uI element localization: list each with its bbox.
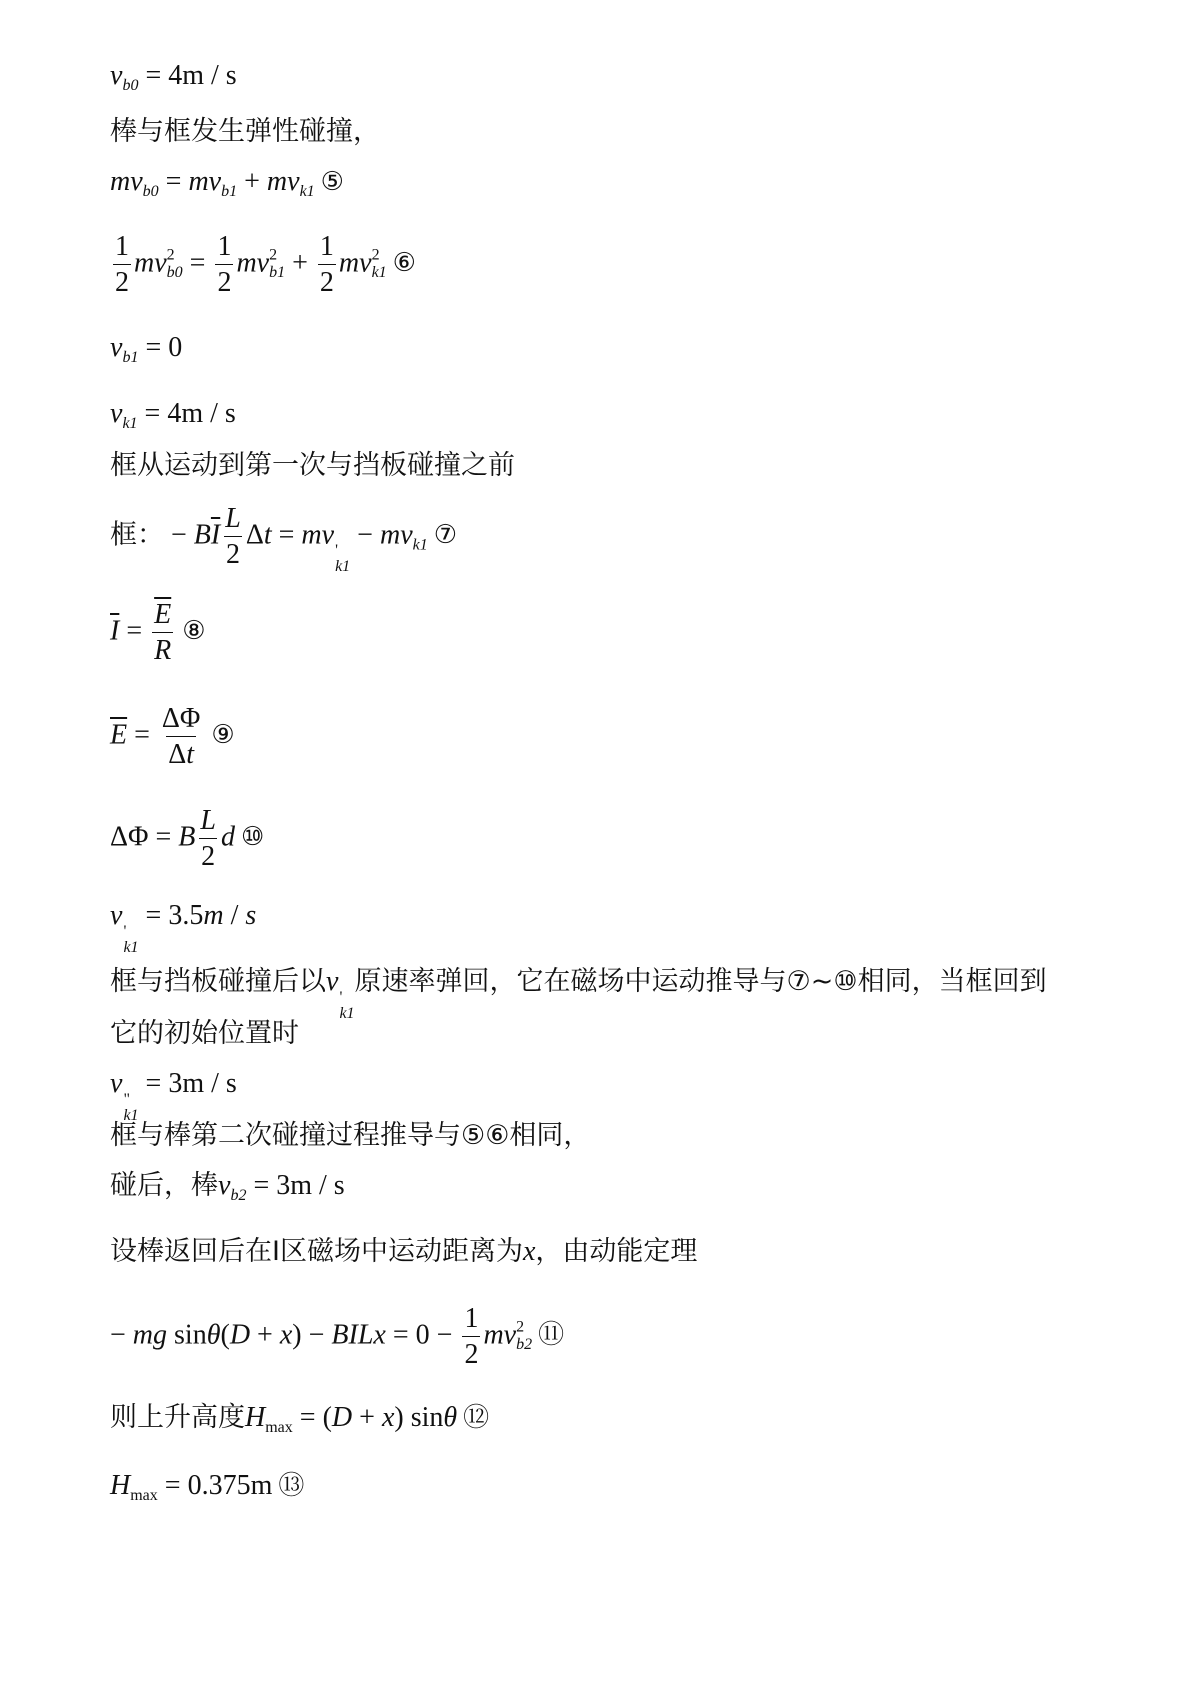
rebound-text-2: 原速率弹回，它在磁场中运动推导与⑦~⑩相同，当框回到 <box>354 966 1047 997</box>
vb0-value: = 4m / s <box>145 60 237 91</box>
eq-vb1: $v_{b1} = 0$ <box>110 332 183 366</box>
eq10-label: ⑩ <box>240 822 265 853</box>
vb1-value: = 0 <box>145 332 183 363</box>
height-text: 则上升高度 <box>110 1402 245 1433</box>
eq-9: $\overline{E}$ = $\frac{\Delta\Phi}{\Delta t}$ ⑨ <box>110 703 235 771</box>
eq-5: $mv_{b0} = mv_{b1} + mv_{k1}$ ⑤ <box>110 166 344 200</box>
after-collision: 碰后，棒$v_{b2} = 3m / s$ <box>110 1170 345 1204</box>
eq9-label: ⑨ <box>211 720 235 751</box>
eq-vk1: $v_{k1} = 4m / s$ <box>110 398 236 432</box>
eq-8: $\overline{I}$ = $\frac{\overline{E}}{R}$ ⑧ <box>110 599 206 667</box>
eq12-label: ⑫ <box>463 1403 490 1433</box>
eq5-label: ⑤ <box>320 167 344 197</box>
vk1-prime-value: = 3.5 <box>145 900 204 931</box>
vk1-dprime-value: = 3m / s <box>145 1068 237 1099</box>
rebound-text-1: 框与挡板碰撞后以 <box>110 966 326 997</box>
after-collision-text: 碰后，棒 <box>110 1170 218 1201</box>
eq13-label: ⑬ <box>278 1471 305 1501</box>
distance-text-1: 设棒返回后在Ⅰ区磁场中运动距离为 <box>110 1236 523 1267</box>
eq-vk1-dprime: v " k1 = 3m / s <box>110 1068 237 1124</box>
eq-vk1-prime: v ' k1 = 3.5m / s <box>110 900 257 956</box>
eq6-label: ⑥ <box>392 248 416 279</box>
second-collision-desc: 框与棒第二次碰撞过程推导与⑤⑥相同， <box>110 1120 591 1151</box>
eq7-label: ⑦ <box>433 520 458 551</box>
eq8-label: ⑧ <box>182 616 206 647</box>
eq11-label: ⑪ <box>538 1320 565 1351</box>
vk1-value: = 4m / s <box>144 398 236 429</box>
frame-label: 框： <box>110 519 164 551</box>
motion-desc: 框从运动到第一次与挡板碰撞之前 <box>110 450 515 481</box>
eq-7: 框： − $B\overline{I}$ $\frac{L}{2}$ Δt = mv ' k1 − $mv_{k1}$ ⑦ <box>110 503 458 576</box>
rebound-desc: 框与挡板碰撞后以v ' k1 原速率弹回，它在磁场中运动推导与⑦~⑩相同，当框回到 <box>110 966 1047 1022</box>
rebound-desc-cont: 它的初始位置时 <box>110 1018 299 1049</box>
vb2-value: = 3m / s <box>253 1170 345 1201</box>
distance-desc: 设棒返回后在Ⅰ区磁场中运动距离为x，由动能定理 <box>110 1236 698 1267</box>
collision-desc: 棒与框发生弹性碰撞， <box>110 116 380 147</box>
eq-vb0: $v_{b0} = 4m / s$ <box>110 60 237 94</box>
eq-11: − mg sinθ(D + x) − BILx = 0 − $\frac{1}{2}$ $mv^2_{b2}$ ⑪ <box>110 1303 565 1371</box>
eq-10: ΔΦ = B $\frac{L}{2}$ d ⑩ <box>110 805 265 873</box>
eq-6: $\frac{1}{2}$ $mv^2_{b0}$ = $\frac{1}{2}$ $mv^2_{b1}$ + $\frac{1}{2}$ $mv^2_{k1}$ ⑥ <box>115 231 416 299</box>
hmax-value: = 0.375m <box>164 1470 273 1501</box>
eq-12: 则上升高度$H_{max} = (D + x)$ sinθ ⑫ <box>110 1402 490 1436</box>
distance-text-2: ，由动能定理 <box>535 1236 698 1267</box>
eq-13: $H_{max} = 0.375m$ ⑬ <box>110 1470 305 1504</box>
